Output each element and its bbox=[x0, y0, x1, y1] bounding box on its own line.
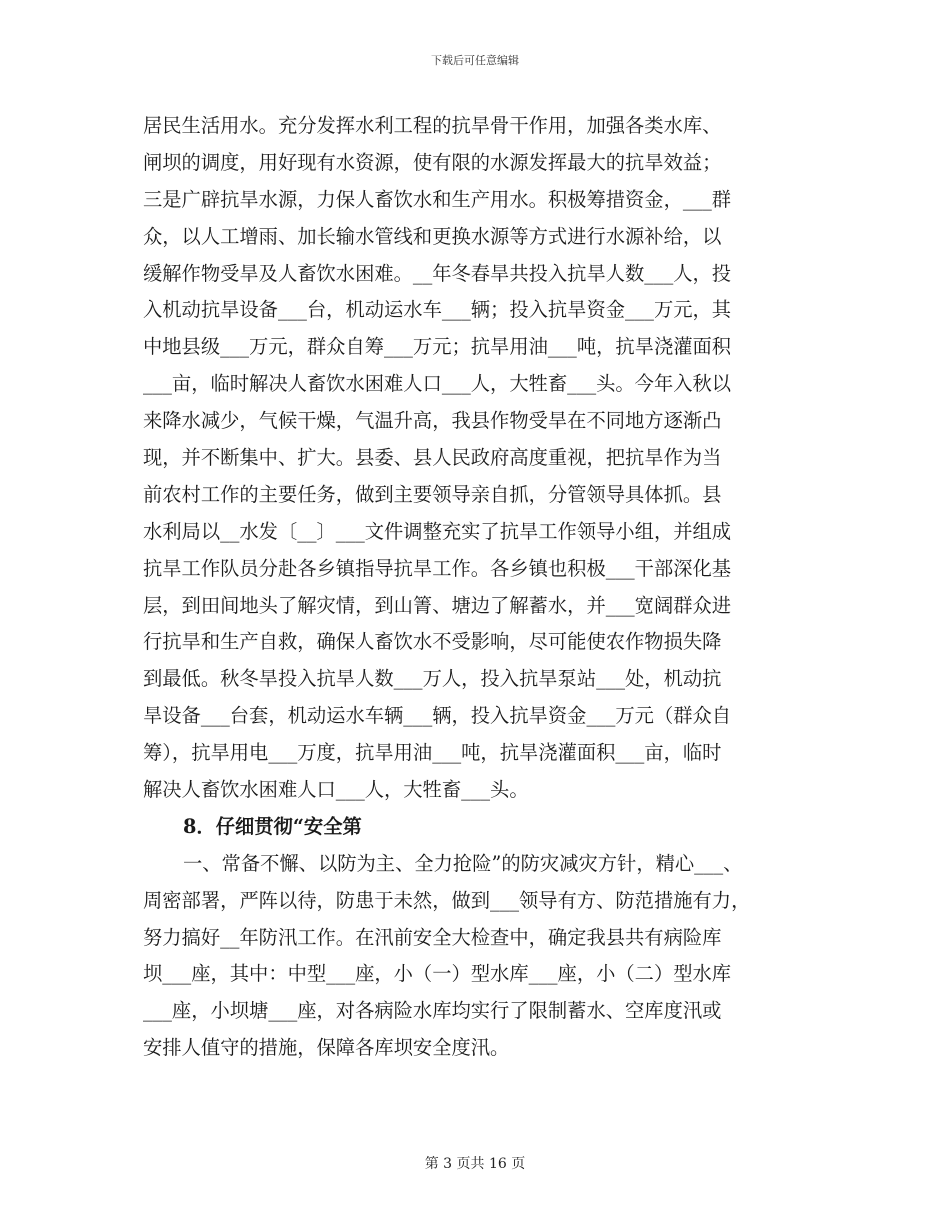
paragraph-line: 坝___座，其中：中型___座，小（一）型水库___座，小（二）型水库 bbox=[143, 962, 732, 986]
paragraph-line: 闸坝的调度，用好现有水资源，使有限的水源发挥最大的抗旱效益； bbox=[143, 150, 722, 174]
paragraph-line: 三是广辟抗旱水源，力保人畜饮水和生产用水。积极筹措资金，___群 bbox=[143, 187, 732, 211]
paragraph-line: 来降水减少，气候干燥，气温升高，我县作物受旱在不同地方逐渐凸 bbox=[143, 409, 722, 433]
paragraph-line: 入机动抗旱设备___台，机动运水车___辆；投入抗旱资金___万元，其 bbox=[143, 298, 732, 322]
paragraph-line: 众，以人工增雨、加长输水管线和更换水源等方式进行水源补给，以 bbox=[143, 224, 722, 248]
page-header: 下载后可任意编辑 bbox=[431, 54, 519, 67]
paragraph-line: 层，到田间地头了解灾情，到山箐、塘边了解蓄水，并___宽阔群众进 bbox=[143, 593, 732, 617]
paragraph-line: 筹），抗旱用电___万度，抗旱用油___吨，抗旱浇灌面积___亩，临时 bbox=[143, 741, 722, 765]
paragraph-line: 居民生活用水。充分发挥水利工程的抗旱骨干作用，加强各类水库、 bbox=[143, 114, 722, 137]
document-body bbox=[143, 108, 813, 1067]
paragraph-line: 中地县级___万元，群众自筹___万元；抗旱用油___吨，抗旱浇灌面积 bbox=[143, 335, 732, 359]
page-footer: 第 3 页共 16 页 bbox=[424, 1156, 526, 1172]
paragraph-line: 旱设备___台套，机动运水车辆___辆，投入抗旱资金___万元（群众自 bbox=[143, 704, 732, 728]
paragraph-line: 缓解作物受旱及人畜饮水困难。__年冬春旱共投入抗旱人数___人，投 bbox=[143, 261, 732, 285]
paragraph-line: 到最低。秋冬旱投入抗旱人数___万人，投入抗旱泵站___处，机动抗 bbox=[143, 667, 722, 691]
paragraph-line: 努力搞好__年防汛工作。在汛前安全大检查中，确定我县共有病险库 bbox=[143, 925, 722, 949]
section-heading: 8．仔细贯彻“安全第 bbox=[183, 814, 362, 838]
paragraph-line: ___亩，临时解决人畜饮水困难人口___人，大牲畜___头。今年入秋以 bbox=[143, 372, 732, 396]
paragraph-line: 安排人值守的措施，保障各库坝安全度汛。 bbox=[143, 1036, 510, 1060]
paragraph-line: 一、常备不懈、以防为主、全力抢险”的防灾减灾方针，精心___、 bbox=[183, 851, 743, 875]
paragraph-line: 水利局以__水发〔__〕___文件调整充实了抗旱工作领导小组，并组成 bbox=[143, 519, 732, 543]
paragraph-line: 行抗旱和生产自救，确保人畜饮水不受影响，尽可能使农作物损失降 bbox=[143, 630, 722, 654]
paragraph-line: 周密部署，严阵以待，防患于未然，做到___领导有方、防范措施有力， bbox=[143, 888, 751, 912]
paragraph-line: 现，并不断集中、扩大。县委、县人民政府高度重视，把抗旱作为当 bbox=[143, 446, 722, 470]
paragraph-line: 抗旱工作队员分赴各乡镇指导抗旱工作。各乡镇也积极___干部深化基 bbox=[143, 556, 732, 580]
paragraph-line: 解决人畜饮水困难人口___人，大牲畜___头。 bbox=[143, 778, 529, 802]
paragraph-line: 前农村工作的主要任务，做到主要领导亲自抓，分管领导具体抓。县 bbox=[143, 482, 722, 506]
paragraph-line: ___座，小坝塘___座，对各病险水库均实行了限制蓄水、空库度汛或 bbox=[143, 999, 722, 1023]
